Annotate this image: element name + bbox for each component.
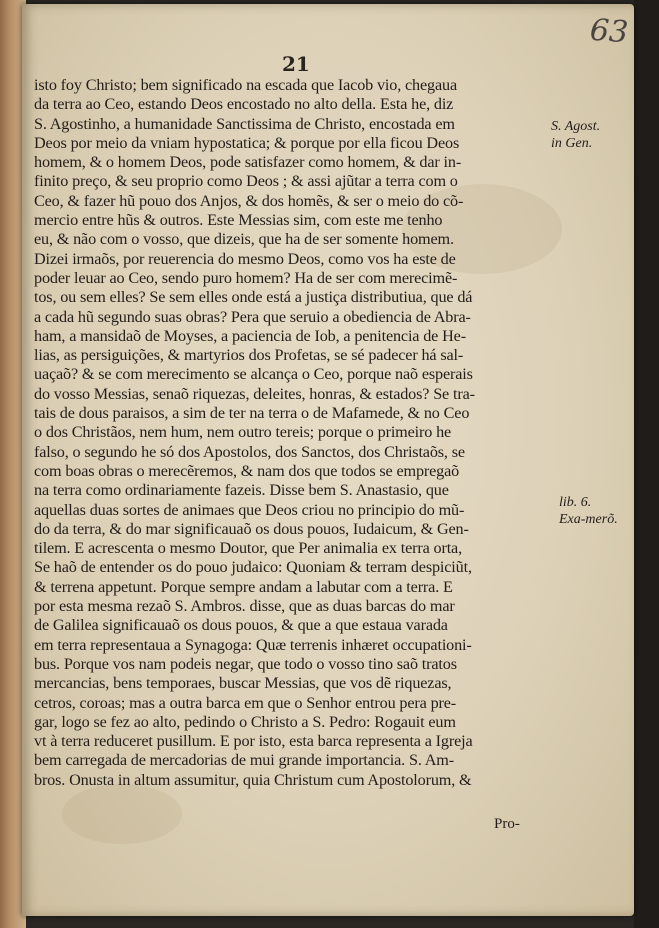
text-line: tos, ou sem elles? Se sem elles onde está a justiça distributiua, que dá	[34, 288, 473, 307]
scan-background-edge	[634, 0, 659, 928]
text-line: tais de dous paraisos, a sim de ter na terra o de Mafamede, & no Ceo	[34, 404, 470, 423]
text-line: uaçaõ? & se com merecimento se alcança o Ceo, porque naõ esperais	[34, 365, 473, 384]
margin-note: lib. 6. Exa-merõ.	[559, 495, 618, 527]
text-line: Ceo, & fazer hũ pouo dos Anjos, & dos homẽs, & ser o meio do cõ-	[34, 191, 464, 210]
text-line: Deos por meio da vniam hypostatica; & porque por ella ficou Deos	[34, 133, 460, 152]
text-line: com boas obras o merecẽremos, & nam dos que todos se empregaõ	[34, 461, 460, 480]
text-line: aquellas duas sortes de animaes que Deos criou no principio do mũ-	[34, 500, 465, 519]
text-line: bus. Porque vos nam podeis negar, que todo o vosso tino saõ tratos	[34, 654, 457, 673]
text-line: tilem. E acrescenta o mesmo Doutor, que Per animalia ex terra orta,	[34, 539, 462, 558]
text-line: & terrena appetunt. Porque sempre andam a labutar com a terra. E	[34, 577, 453, 596]
text-line: mercancias, bens temporaes, buscar Messias, que vos dẽ riquezas,	[34, 674, 452, 693]
text-line: finito preço, & seu proprio como Deos ; & assi ajũtar a terra com o	[34, 172, 458, 191]
text-line: poder leuar ao Ceo, sendo puro homem? Ha de ser com merecimẽ-	[34, 268, 458, 287]
text-line: na terra como ordinariamente fazeis. Disse bem S. Anastasio, que	[34, 481, 449, 500]
text-line: do da terra, & do mar significauaõ os dous pouos, Iudaicum, & Gen-	[34, 519, 469, 538]
text-line: a cada hũ segundo suas obras? Pera que seruio a obediencia de Abra-	[34, 307, 471, 326]
body-text	[34, 76, 542, 790]
text-line: vt à terra reduceret pusillum. E por isto, esta barca representa a Igreja	[34, 732, 473, 751]
text-line: o dos Christãos, nem hum, nem outro tereis; porque o primeiro he	[34, 423, 452, 442]
text-line: mercio entre hũs & outros. Este Messias sim, com este me tenho	[34, 211, 443, 230]
text-line: homem, & o homem Deos, pode satisfazer como homem, & dar in-	[34, 153, 462, 172]
text-line: de Galilea significauaõ os dous pouos, & que a que estaua varada	[34, 616, 448, 635]
catchword: Pro-	[494, 816, 520, 832]
text-line: lias, as persiguições, & martyrios dos Profetas, se sé padecer há sal-	[34, 346, 464, 365]
text-line: da terra ao Ceo, estando Deos encostado no alto della. Esta he, diz	[34, 95, 454, 114]
text-line: cetros, coroas; mas a outra barca em que o Senhor entrou pera pre-	[34, 693, 457, 712]
paper-stain	[62, 784, 182, 844]
text-line: falso, o segundo he só dos Apostolos, dos Sanctos, dos Christaõs, se	[34, 442, 465, 461]
text-line: gar, logo se fez ao alto, pedindo o Christo a S. Pedro: Rogauit eum	[34, 712, 456, 731]
text-line: Se haõ de entender os do pouo judaico: Quoniam & terram despiciũt,	[34, 558, 472, 577]
text-line: eu, & não com o vosso, que dizeis, que ha de ser somente homem.	[34, 230, 454, 249]
page-number: 21	[282, 52, 310, 76]
handwritten-page-note: 63	[588, 12, 630, 51]
text-line: bem carregada de mercadorias de mui grande importancia. S. Am-	[34, 751, 454, 770]
text-line: isto foy Christo; bem significado na escada que Iacob vio, chegaua	[34, 76, 457, 94]
text-line: em terra representaua a Synagoga: Quæ terrenis inhæret occupationi-	[34, 635, 472, 654]
text-line: do vosso Messias, senaõ riquezas, deleites, honras, & estados? Se tra-	[34, 384, 475, 403]
text-line: Dizei irmaõs, por reuerencia do mesmo Deos, como vos ha este de	[34, 249, 456, 268]
text-line: por esta mesma rezaõ S. Ambros. disse, que as duas barcas do mar	[34, 597, 455, 616]
text-line: S. Agostinho, a humanidade Sanctissima de Christo, encostada em	[34, 114, 455, 133]
margin-note: S. Agost. in Gen.	[551, 119, 601, 151]
text-line: bros. Onusta in altum assumitur, quia Christum cum Apostolorum, &	[34, 770, 472, 789]
text-line: ham, a mansidaõ de Moyses, a paciencia de Iob, a penitencia de He-	[34, 326, 466, 345]
